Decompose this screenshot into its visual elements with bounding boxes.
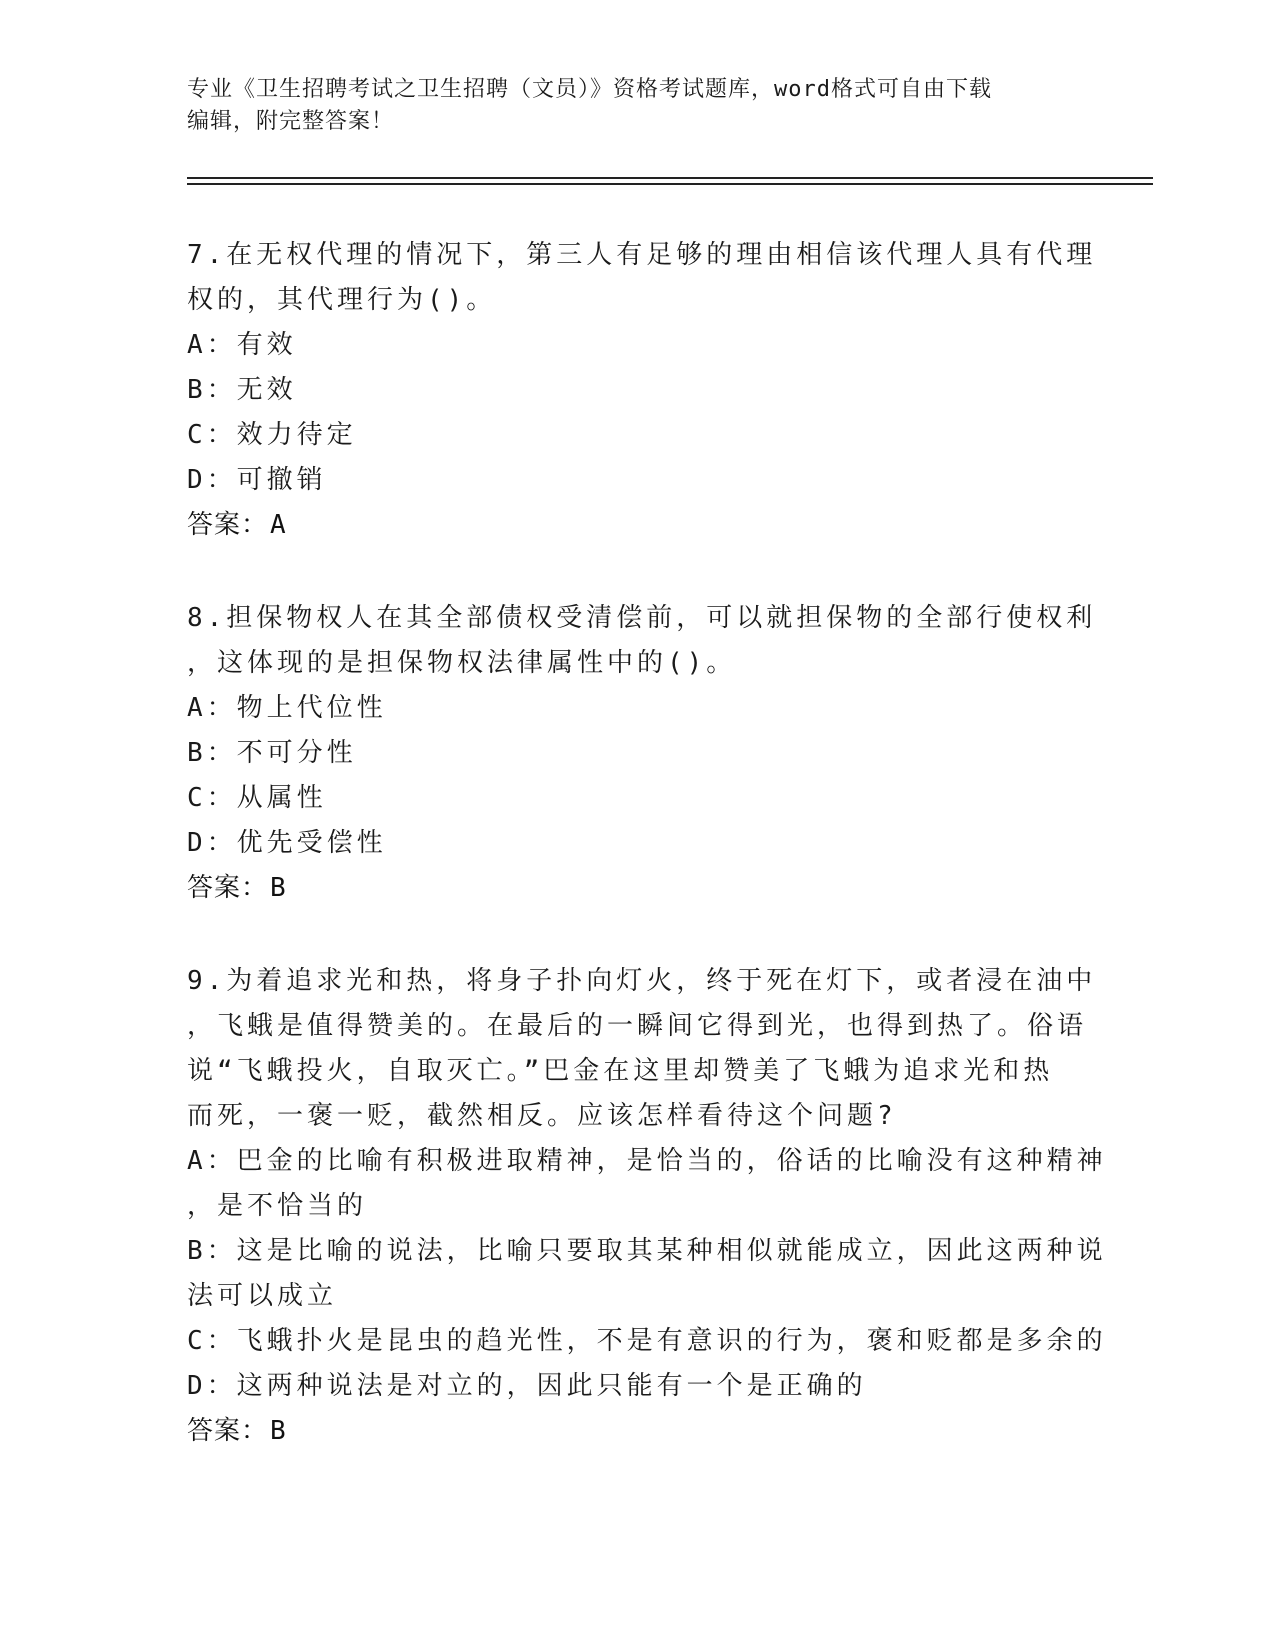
answer-line (187, 1409, 1087, 1454)
option-b: B：无效 (187, 375, 297, 405)
option-d: D：可撤销 (187, 465, 327, 495)
option-c: C：飞蛾扑火是昆虫的趋光性，不是有意识的行为，褒和贬都是多余的 (187, 1326, 1107, 1356)
question-text-line: 9.为着追求光和热，将身子扑向灯火，终于死在灯下，或者浸在油中 (187, 966, 1097, 996)
option-a: A：巴金的比喻有积极进取精神，是恰当的，俗话的比喻没有这种精神 (187, 1146, 1107, 1176)
question-text-line: ，这体现的是担保物权法律属性中的()。 (187, 648, 737, 678)
option-c: C：效力待定 (187, 420, 357, 450)
answer-line (187, 503, 1087, 548)
question-9 (187, 959, 1107, 1454)
answer-value: B (270, 873, 287, 903)
answer-label: 答案： (187, 1416, 269, 1446)
question-text-line: ，飞蛾是值得赞美的。在最后的一瞬间它得到光，也得到热了。俗语 (187, 1011, 1088, 1041)
question-text-line: 7.在无权代理的情况下，第三人有足够的理由相信该代理人具有代理 (187, 240, 1097, 270)
option-c: C：从属性 (187, 783, 327, 813)
option-d: D：这两种说法是对立的，因此只能有一个是正确的 (187, 1371, 867, 1401)
document-header (187, 74, 1077, 138)
question-text-line: 8.担保物权人在其全部债权受清偿前，可以就担保物的全部行使权利 (187, 603, 1097, 633)
option-a-continued: ，是不恰当的 (187, 1191, 368, 1221)
answer-line (187, 866, 1087, 911)
header-divider-bottom (187, 183, 1153, 185)
option-d: D：优先受偿性 (187, 828, 387, 858)
option-a: A：有效 (187, 330, 297, 360)
question-text-line: 权的，其代理行为()。 (187, 285, 497, 315)
answer-label: 答案： (187, 873, 269, 903)
header-line-2: 编辑，附完整答案！ (187, 109, 395, 134)
header-line-1: 专业《卫生招聘考试之卫生招聘（文员）》资格考试题库，word格式可自由下载 (187, 77, 992, 102)
question-8 (187, 596, 1097, 911)
question-7 (187, 233, 1097, 548)
answer-value: A (270, 510, 287, 540)
option-b: B：这是比喻的说法，比喻只要取其某种相似就能成立，因此这两种说 (187, 1236, 1107, 1266)
option-a: A：物上代位性 (187, 693, 387, 723)
answer-label: 答案： (187, 510, 269, 540)
question-text-line: 而死，一褒一贬，截然相反。应该怎样看待这个问题? (187, 1101, 897, 1131)
question-text-line: 说“飞蛾投火，自取灭亡。”巴金在这里却赞美了飞蛾为追求光和热 (187, 1056, 1054, 1086)
option-b-continued: 法可以成立 (187, 1281, 338, 1311)
answer-value: B (270, 1416, 287, 1446)
header-divider-top (187, 177, 1153, 179)
option-b: B：不可分性 (187, 738, 357, 768)
